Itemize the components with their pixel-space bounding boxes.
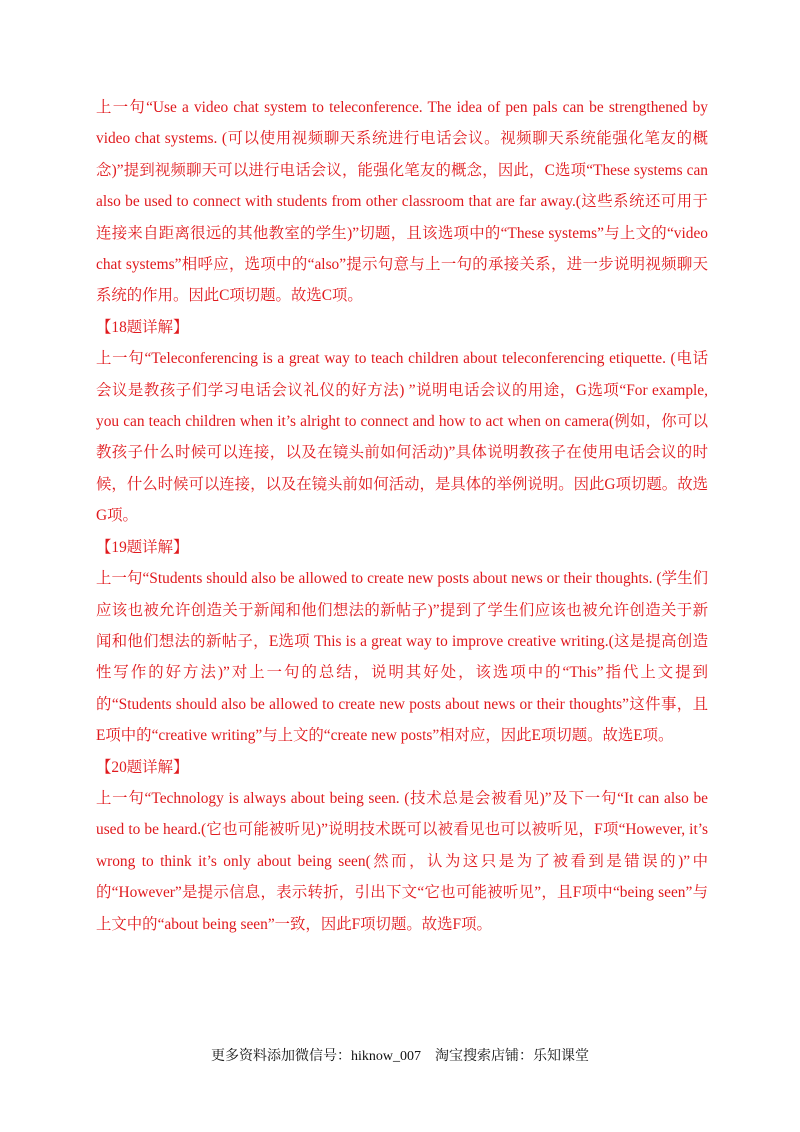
heading-q20: 【20题详解】 (96, 758, 189, 776)
heading-q18: 【18题详解】 (96, 318, 189, 336)
heading-q19: 【19题详解】 (96, 538, 189, 556)
page-footer: 更多资料添加微信号：hiknow_007 淘宝搜索店铺：乐知课堂 (211, 1049, 589, 1064)
paragraph-17-explanation: 上一句“Use a video chat system to teleconference. The idea of pen pals can be strengthened by video chat systems. (可以使用视频聊天系统进行电话会议。视频聊天系统能强化笔友的概念)”提到视频聊天可以进行电话会议，能强化笔友的概念，因此，C选项“These systems can also be used to connect with students from other classroom that are far away.(这些系统还可用于连接来自距离很远的其他教室的学生)”切题，且该选项中的“These systems”与上文的“video chat systems”相呼应，选项中的“also”提示句意与上一句的承接关系，进一步说明视频聊天系统的作用。因此C项切题。故选C项。 (96, 99, 708, 305)
paragraph-19-explanation: 上一句“Students should also be allowed to create new posts about news or their thoughts. (学生们应该也被允许创造关于新闻和他们想法的新帖子)”提到了学生们应该也被允许创造关于新闻和他们想法的新帖子，E选项 This is a great way to improve creative writing.(这是提高创造性写作的好方法)”对上一句的总结，说明其好处，该选项中的“This”指代上文提到的“Students should also be allowed to create new posts about news or their thoughts”这件事，且E项中的“creative writing”与上文的“create new posts”相对应，因此E项切题。故选E项。 (96, 570, 708, 745)
paragraph-20-explanation: 上一句“Technology is always about being seen. (技术总是会被看见)”及下一句“It can also be used to be heard.(它也可能被听见)”说明技术既可以被看见也可以被听见，F项“However, it’s wrong to think it’s only about being seen(然而，认为这只是为了被看到是错误的)”中的“However”是提示信息，表示转折，引出下文“它也可能被听见”，且F项中“being seen”与上文中的“about being seen”一致，因此F项切题。故选F项。 (96, 789, 708, 933)
document-body (96, 92, 708, 940)
paragraph-18-explanation: 上一句“Teleconferencing is a great way to teach children about teleconferencing etiquette. (电话会议是教孩子们学习电话会议礼仪的好方法) ”说明电话会议的用途，G选项“For example, you can teach children when it’s alright to connect and how to act when on camera(例如，你可以教孩子什么时候可以连接，以及在镜头前如何活动)”具体说明教孩子在使用电话会议的时候，什么时候可以连接，以及在镜头前如何活动，是具体的举例说明。因此G项切题。故选G项。 (96, 350, 708, 525)
